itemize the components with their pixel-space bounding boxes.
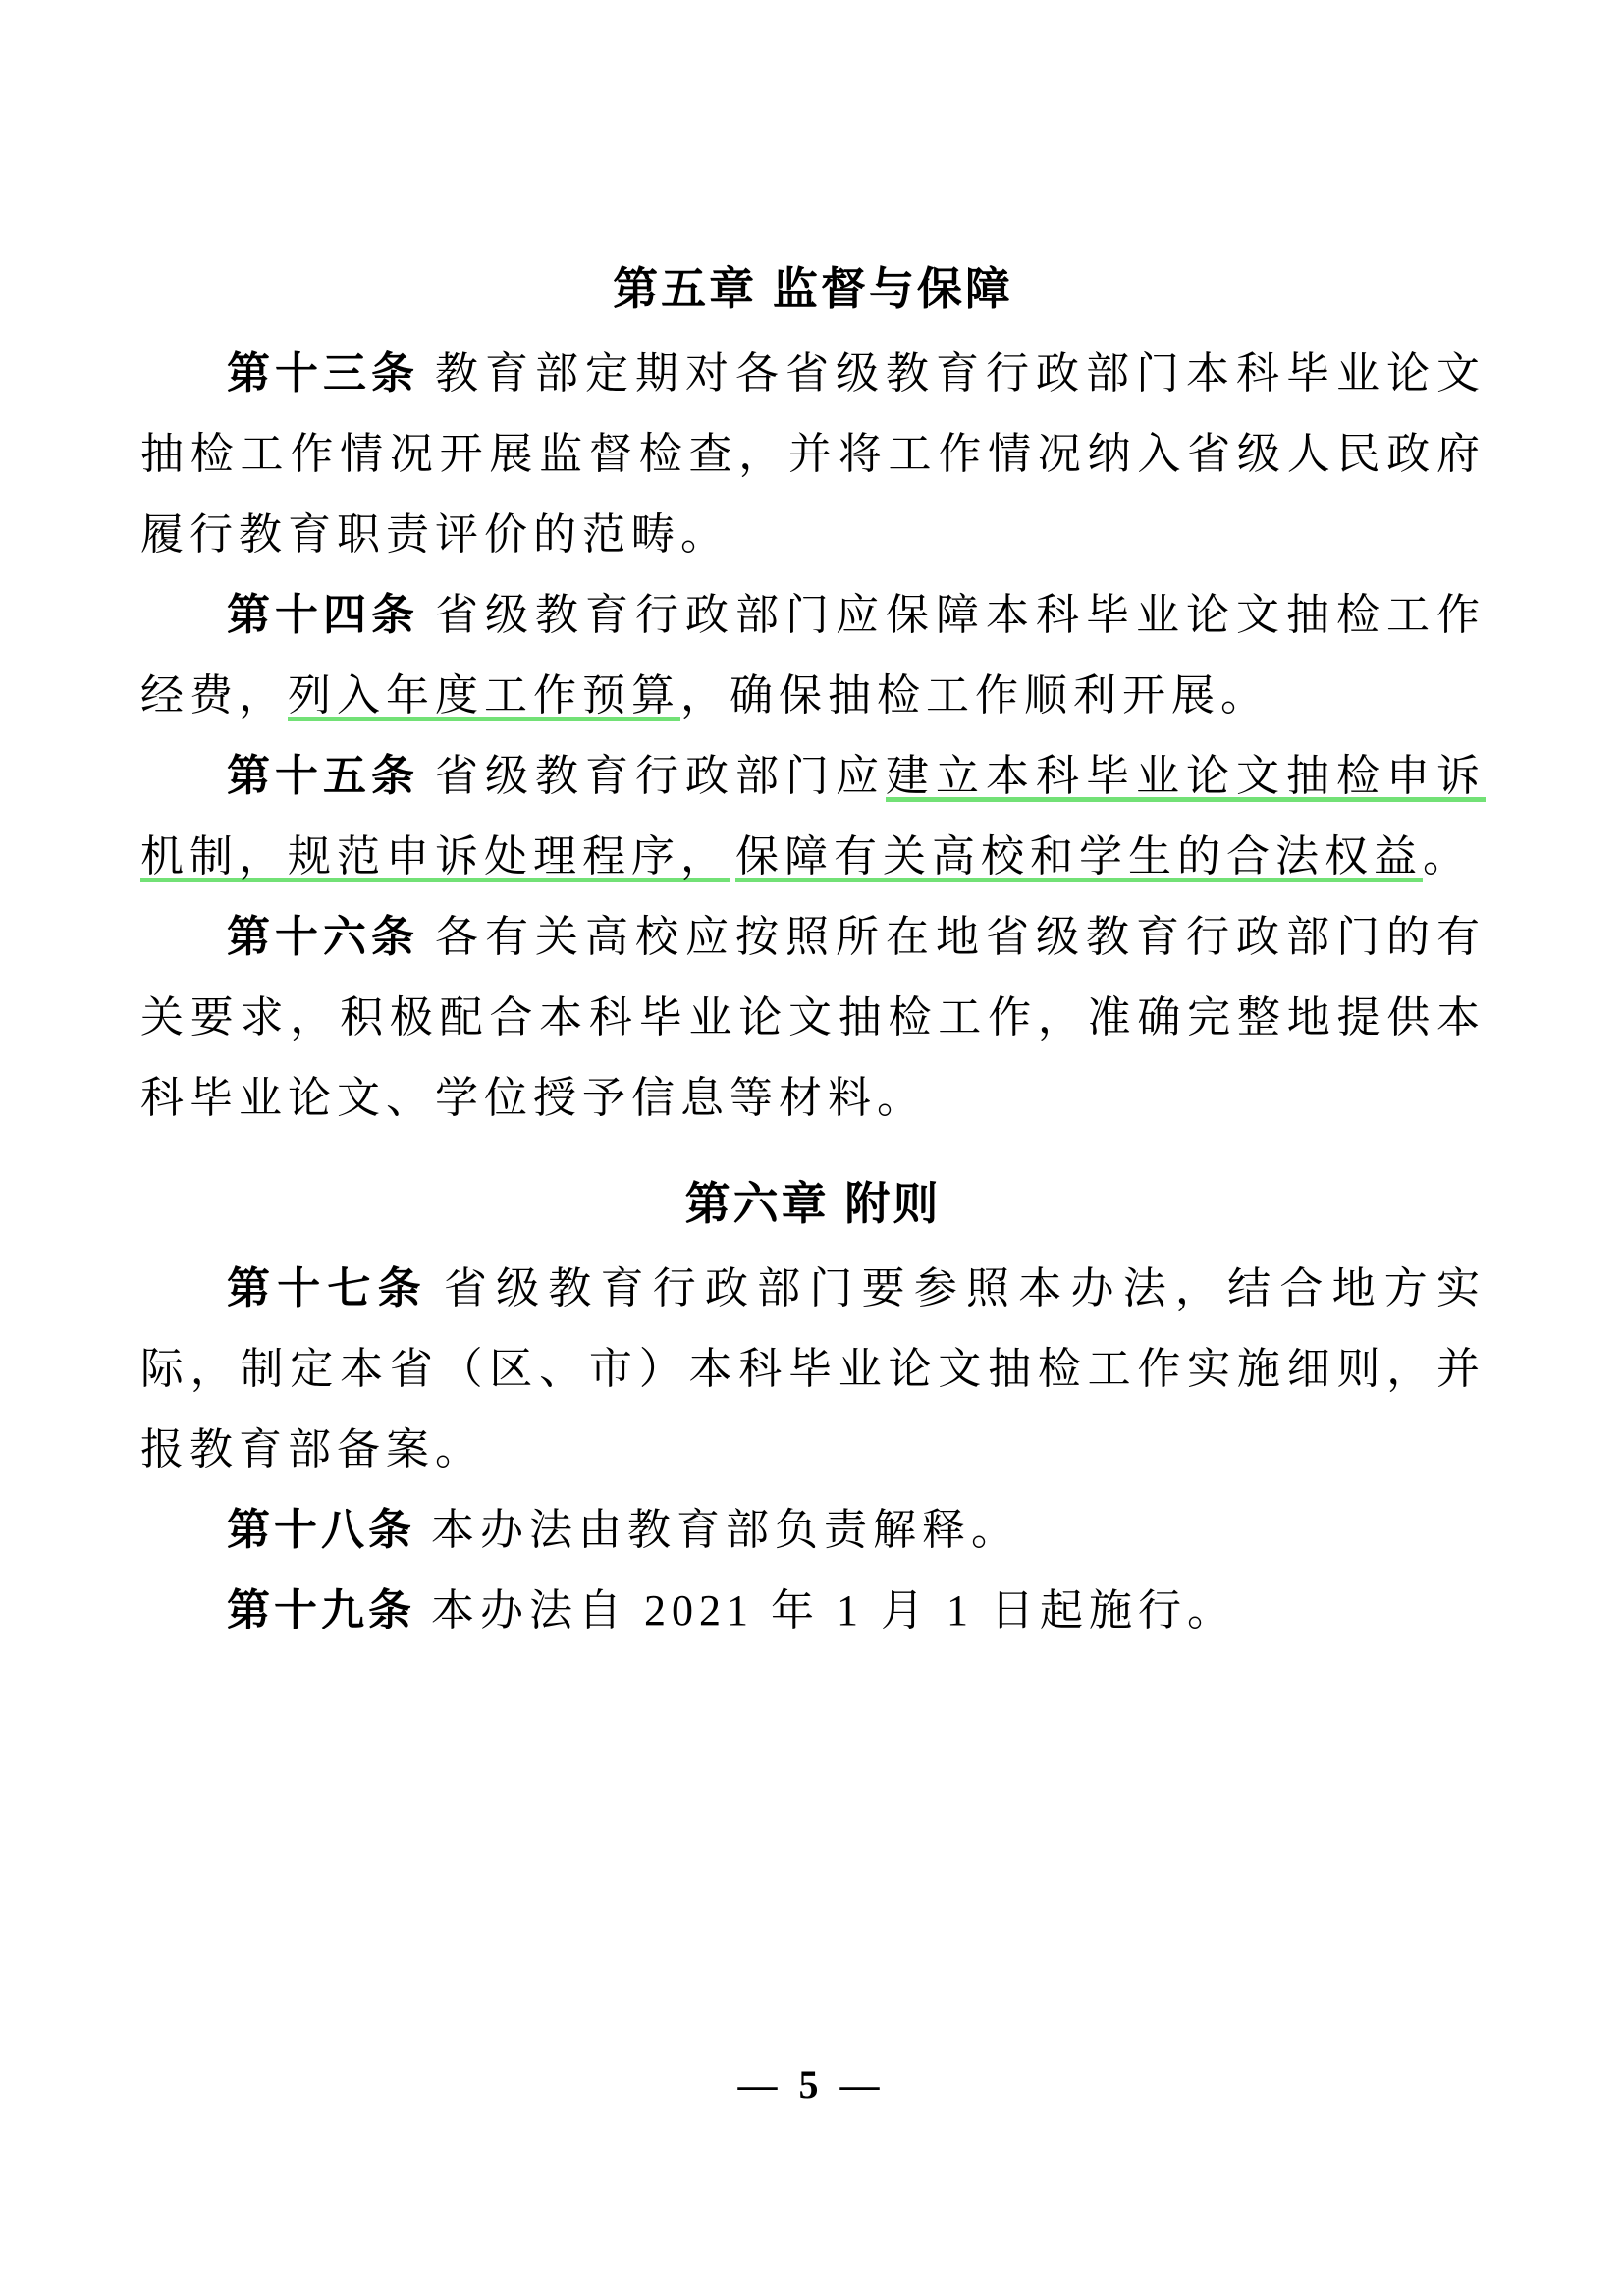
grammar-marked-text: 建立本科毕业论文抽检申诉机制，规范申诉处理程序， [140,752,1486,881]
article-paragraph [140,334,1486,575]
article-number: 第十三条 [227,349,419,398]
document-content [140,243,1486,1651]
page-number: — 5 — [737,2062,886,2107]
body-text: 省级教育行政部门应 [435,752,886,800]
body-text: 。 [1423,832,1472,881]
article-number: 第十四条 [227,591,419,639]
body-text: 本办法自 2021 年 1 月 1 日起施行。 [431,1586,1236,1634]
article-number: 第十九条 [227,1586,415,1634]
article-paragraph [140,736,1486,897]
chapter-heading: 第六章 附则 [684,1178,942,1229]
grammar-marked-text: 列入年度工作预算 [288,671,680,720]
article-number: 第十五条 [227,752,419,800]
article-number: 第十六条 [227,913,419,961]
article-paragraph [140,897,1486,1139]
article-number: 第十八条 [227,1506,415,1554]
body-text: 省级教育行政部门应保障本科毕业论文抽检工作经费， [140,591,1486,720]
body-text: 省级教育行政部门要参照本办法，结合地方实际，制定本省（区、市）本科毕业论文抽检工作实施细则，并报教育部备案。 [140,1264,1487,1473]
article-paragraph [140,1249,1486,1490]
body-text: 教育部定期对各省级教育行政部门本科毕业论文抽检工作情况开展监督检查，并将工作情况纳入省级人民政府履行教育职责评价的范畴。 [140,349,1486,559]
chapter-heading: 第五章 监督与保障 [613,263,1013,314]
article-paragraph [140,575,1486,736]
grammar-marked-text: 保障有关高校和学生的合法权益 [735,832,1423,881]
article-paragraph [140,1571,1486,1651]
body-text: ，确保抽检工作顺利开展。 [680,671,1270,720]
article-paragraph [140,1490,1486,1571]
body-text: 本办法由教育部负责解释。 [431,1506,1020,1554]
article-number: 第十七条 [227,1264,428,1312]
body-text: 各有关高校应按照所在地省级教育行政部门的有关要求，积极配合本科毕业论文抽检工作，准确完整地提供本科毕业论文、学位授予信息等材料。 [140,913,1486,1122]
